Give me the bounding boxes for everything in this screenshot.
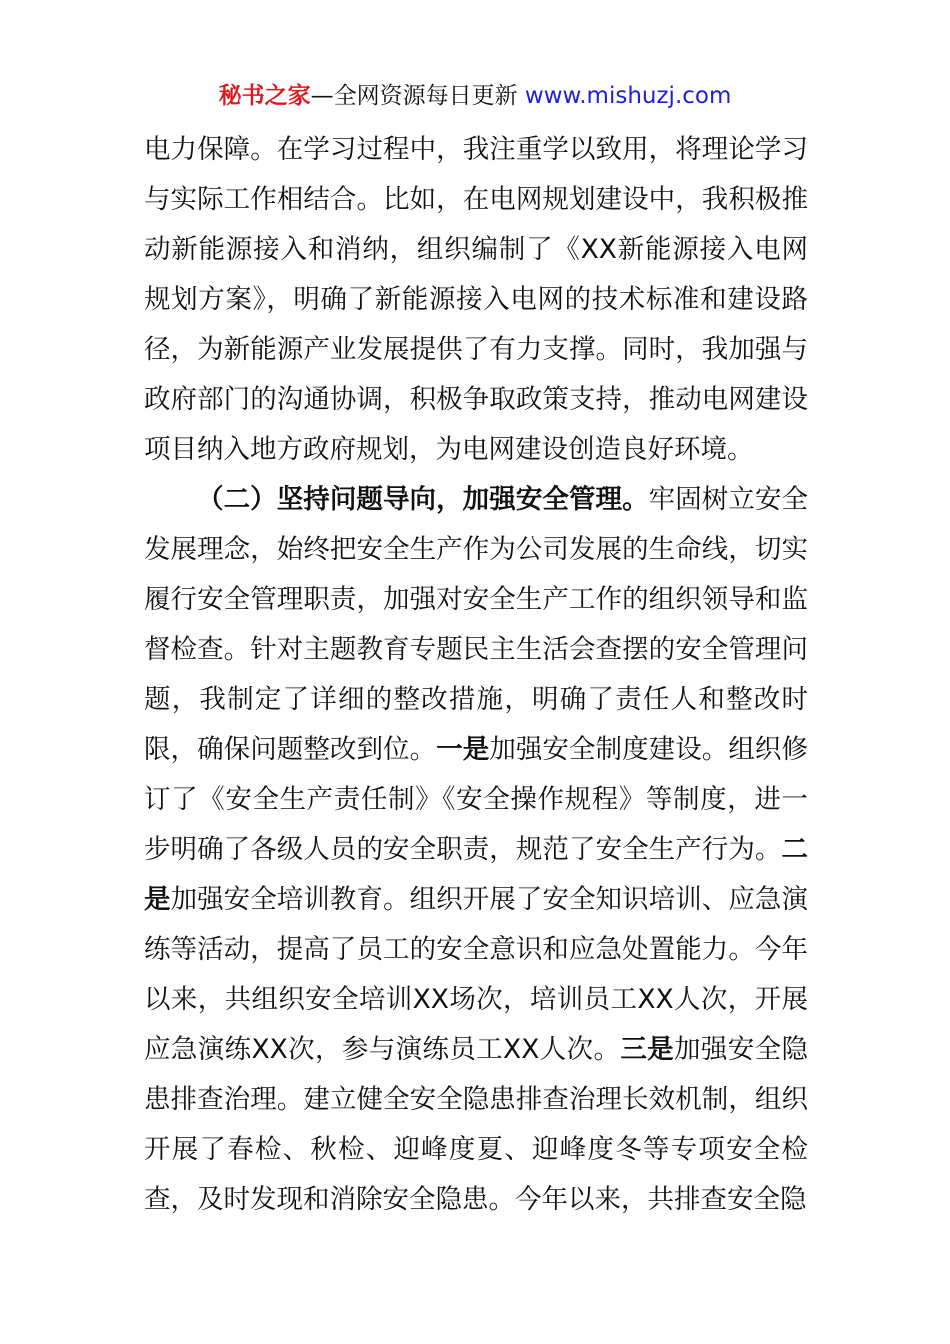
site-header (0, 80, 950, 112)
item-text-2: 加强安全培训教育。组织开展了安全知识培训、应急演练等活动，提高了员工的安全意识和应急处置能力。今年以来，共组织安全培训XX场次，培训员工XX人次，开展应急演练XX次，参与演练员工XX人次。 (144, 884, 808, 1065)
item-label-2: 二是 (144, 834, 808, 915)
site-url-link[interactable]: www.mishuzj.com (524, 83, 732, 109)
paragraph-safety-management (144, 475, 808, 1225)
section-heading: （二）坚持问题导向，加强安全管理。 (197, 484, 649, 515)
site-brand: 秘书之家 (218, 83, 311, 109)
site-tagline: —全网资源每日更新 (310, 83, 518, 109)
paragraph-power-support: 电力保障。在学习过程中，我注重学以致用，将理论学习与实际工作相结合。比如，在电网规划建设中，我积极推动新能源接入和消纳，组织编制了《XX新能源接入电网规划方案》，明确了新能源接入电网的技术标准和建设路径，为新能源产业发展提供了有力支撑。同时，我加强与政府部门的沟通协调，积极争取政策支持，推动电网建设项目纳入地方政府规划，为电网建设创造良好环境。 (144, 134, 808, 465)
item-text-1: 加强安全制度建设。组织修订了《安全生产责任制》《安全操作规程》等制度，进一步明确了各级人员的安全职责，规范了安全生产行为。 (144, 734, 808, 865)
item-label-1: 一是 (436, 734, 490, 765)
item-label-3: 三是 (620, 1034, 675, 1065)
section-intro: 牢固树立安全发展理念，始终把安全生产作为公司发展的生命线，切实履行安全管理职责，加强对安全生产工作的组织领导和监督检查。针对主题教育专题民主生活会查摆的安全管理问题，我制定了详细的整改措施，明确了责任人和整改时限，确保问题整改到位。 (144, 484, 809, 765)
document-body (144, 125, 808, 1225)
item-text-3: 加强安全隐患排查治理。建立健全安全隐患排查治理长效机制，组织开展了春检、秋检、迎峰度夏、迎峰度冬等专项安全检查，及时发现和消除安全隐患。今年以来，共排查安全隐 (144, 1034, 809, 1215)
